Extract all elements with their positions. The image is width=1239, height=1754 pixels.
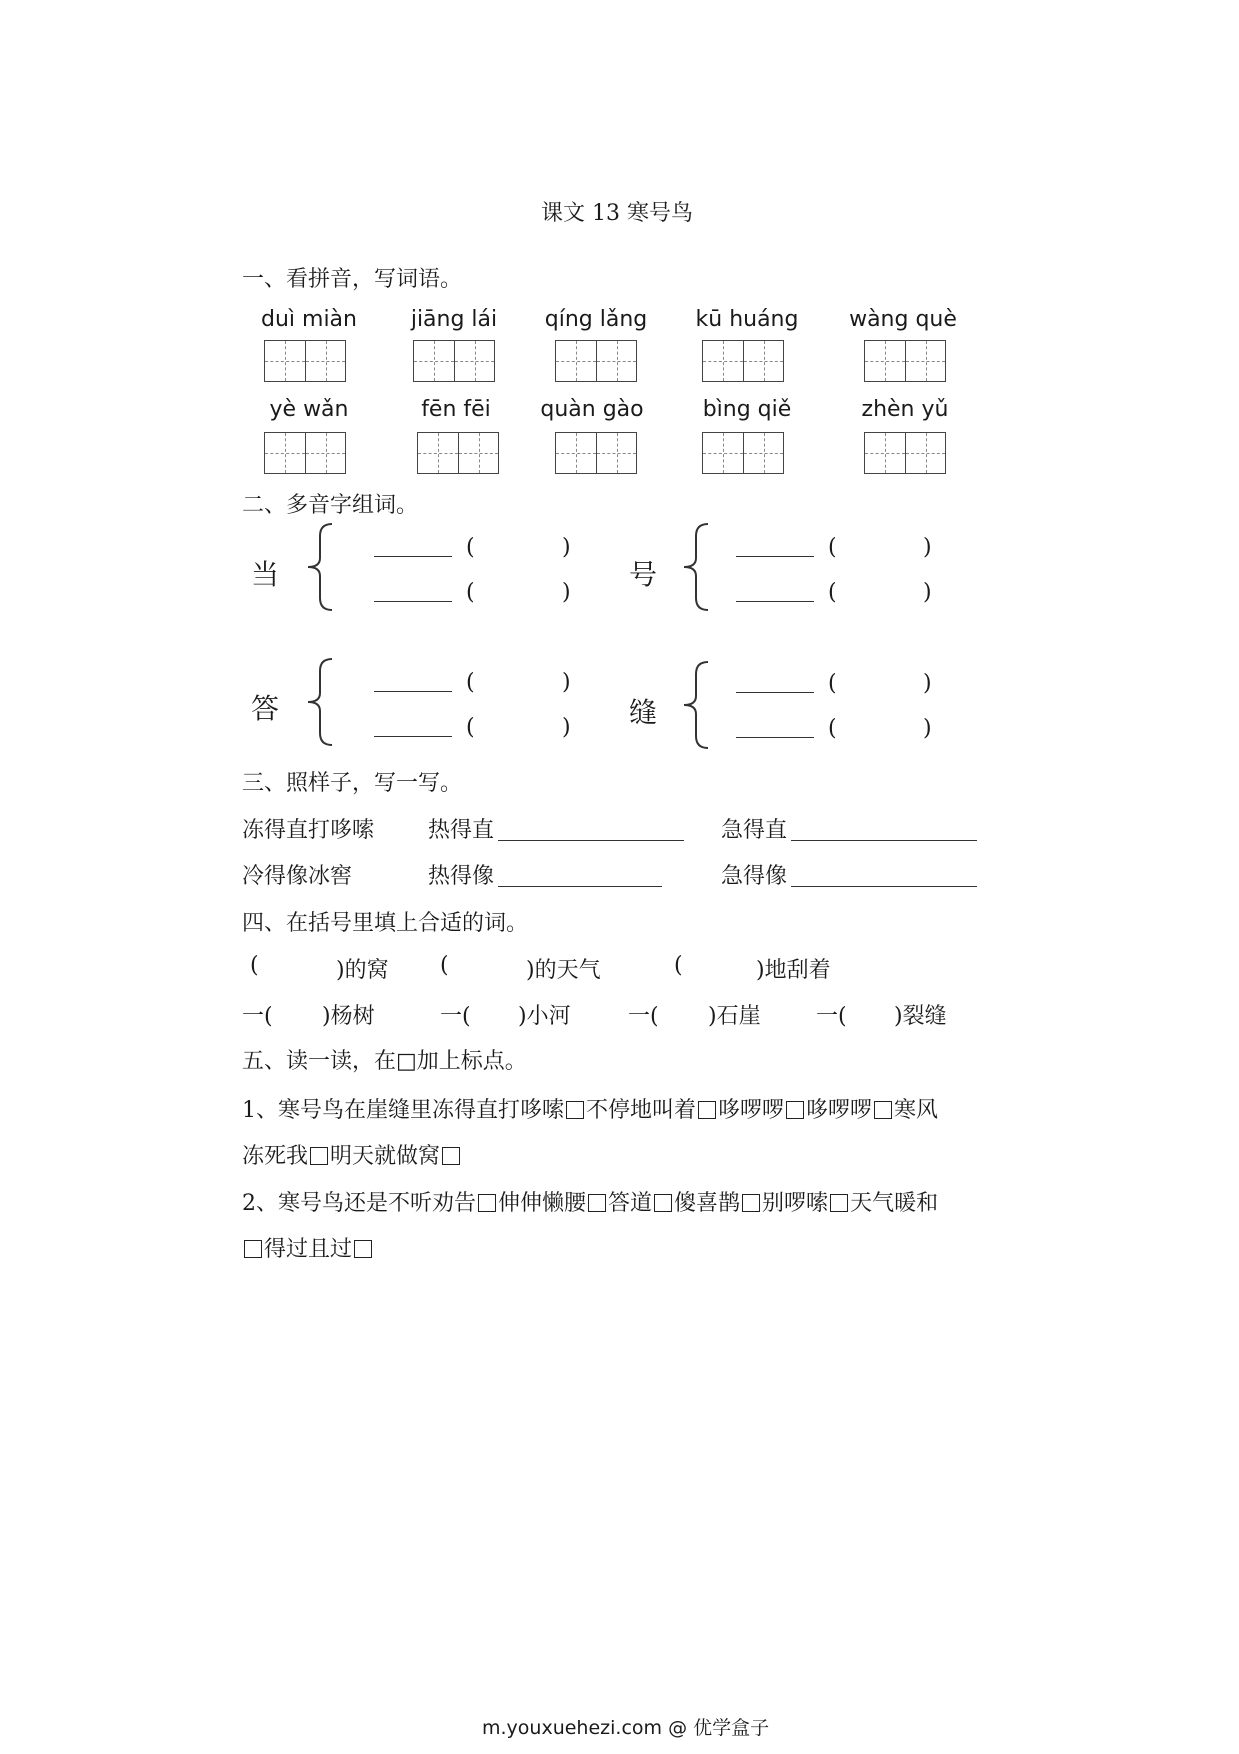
fill-item: )杨树 — [322, 1004, 375, 1029]
paren-open: ( — [828, 671, 837, 696]
passage-text: 傻喜鹊 — [674, 1191, 741, 1216]
fill-item: )裂缝 — [894, 1004, 947, 1029]
fill-paren-open: 一( — [242, 1004, 273, 1029]
passage-text: 答道 — [608, 1191, 653, 1216]
answer-line[interactable] — [374, 691, 452, 692]
punct-box[interactable] — [442, 1147, 460, 1165]
fill-item: )的窝 — [336, 958, 389, 983]
paren-open: ( — [828, 580, 837, 605]
fill-paren-open: 一( — [628, 1004, 659, 1029]
exercise-prompt: 急得像 — [721, 864, 788, 889]
pinyin-label: wàng què — [849, 307, 957, 332]
section3-heading: 三、照样子，写一写。 — [242, 771, 463, 796]
punct-box[interactable] — [874, 1101, 892, 1119]
pinyin-label: zhèn yǔ — [861, 397, 949, 422]
polyphone-char: 当 — [251, 558, 280, 591]
passage-text: 天气暖和 — [850, 1191, 939, 1216]
punct-box[interactable] — [310, 1147, 328, 1165]
pinyin-label: qíng lǎng — [544, 307, 648, 332]
passage-text: 得过且过 — [264, 1237, 353, 1262]
writing-grid[interactable] — [264, 432, 346, 474]
fill-paren-open: ( — [250, 953, 259, 978]
passage-text: 2、寒号鸟还是不听劝告 — [242, 1191, 476, 1216]
fill-paren-open: 一( — [816, 1004, 847, 1029]
paren-open: ( — [828, 535, 837, 560]
fill-item: )的天气 — [526, 958, 601, 983]
paren-open: ( — [466, 535, 475, 560]
answer-line[interactable] — [498, 840, 684, 841]
exercise-prompt: 急得直 — [721, 818, 788, 843]
answer-line[interactable] — [736, 692, 814, 693]
punct-box[interactable] — [786, 1101, 804, 1119]
answer-line[interactable] — [498, 886, 662, 887]
fill-paren-open: ( — [674, 953, 683, 978]
answer-line[interactable] — [791, 840, 977, 841]
punct-box[interactable] — [588, 1194, 606, 1212]
answer-line[interactable] — [791, 886, 977, 887]
section1-heading: 一、看拼音，写词语。 — [242, 267, 463, 292]
pinyin-label: bìng qiě — [702, 397, 792, 422]
punct-box[interactable] — [354, 1240, 372, 1258]
passage-text: 不停地叫着 — [586, 1098, 697, 1123]
passage-line — [242, 1139, 462, 1170]
answer-line[interactable] — [374, 556, 452, 557]
passage-text: 明天就做窝 — [330, 1144, 441, 1169]
passage-text: 寒风 — [894, 1098, 939, 1123]
pinyin-label: kū huáng — [695, 307, 799, 332]
answer-line[interactable] — [736, 556, 814, 557]
passage-text: 伸伸懒腰 — [498, 1191, 587, 1216]
paren-open: ( — [466, 670, 475, 695]
writing-grid[interactable] — [702, 432, 784, 474]
polyphone-char: 号 — [629, 558, 658, 591]
left-brace — [668, 522, 728, 612]
fill-paren-open: 一( — [440, 1004, 471, 1029]
punct-box[interactable] — [654, 1194, 672, 1212]
punct-box[interactable] — [742, 1194, 760, 1212]
paren-open: ( — [466, 580, 475, 605]
paren-close: ) — [923, 580, 932, 605]
paren-open: ( — [466, 715, 475, 740]
fill-paren-open: ( — [440, 953, 449, 978]
paren-close: ) — [923, 716, 932, 741]
passage-text: 哆啰啰 — [718, 1098, 785, 1123]
fill-item: )地刮着 — [756, 958, 831, 983]
passage-line — [242, 1232, 374, 1263]
page-title: 课文 13 寒号鸟 — [541, 201, 693, 226]
writing-grid[interactable] — [702, 340, 784, 382]
passage-text: 别啰嗦 — [762, 1191, 829, 1216]
fill-item: )石崖 — [708, 1004, 761, 1029]
sample-phrase: 冷得像冰窖 — [242, 864, 353, 889]
passage-text: 冻死我 — [242, 1144, 309, 1169]
answer-line[interactable] — [736, 601, 814, 602]
pinyin-label: fēn fēi — [421, 397, 491, 422]
writing-grid[interactable] — [413, 340, 495, 382]
paren-close: ) — [923, 671, 932, 696]
punct-box[interactable] — [478, 1194, 496, 1212]
writing-grid[interactable] — [555, 432, 637, 474]
writing-grid[interactable] — [264, 340, 346, 382]
paren-close: ) — [562, 670, 571, 695]
passage-text: 哆啰啰 — [806, 1098, 873, 1123]
footer-watermark: m.youxuehezi.com @ 优学盒子 — [482, 1717, 770, 1739]
passage-line — [242, 1186, 938, 1217]
writing-grid[interactable] — [417, 432, 499, 474]
answer-line[interactable] — [374, 736, 452, 737]
paren-open: ( — [828, 716, 837, 741]
pinyin-label: jiāng lái — [410, 307, 498, 332]
polyphone-char: 答 — [251, 692, 280, 725]
answer-line[interactable] — [374, 601, 452, 602]
writing-grid[interactable] — [555, 340, 637, 382]
exercise-prompt: 热得直 — [428, 818, 495, 843]
pinyin-label: yè wǎn — [269, 397, 349, 422]
left-brace — [292, 657, 352, 747]
pinyin-label: quàn gào — [540, 397, 644, 422]
punct-box[interactable] — [566, 1101, 584, 1119]
paren-close: ) — [923, 535, 932, 560]
paren-close: ) — [562, 715, 571, 740]
left-brace — [668, 660, 728, 750]
punct-box[interactable] — [830, 1194, 848, 1212]
punct-box[interactable] — [244, 1240, 262, 1258]
section2-heading: 二、多音字组词。 — [242, 493, 419, 518]
passage-text: 1、寒号鸟在崖缝里冻得直打哆嗦 — [242, 1098, 564, 1123]
sample-phrase: 冻得直打哆嗦 — [242, 818, 375, 843]
section4-heading: 四、在括号里填上合适的词。 — [242, 911, 529, 936]
passage-line — [242, 1093, 938, 1124]
section5-heading: 五、读一读，在□加上标点。 — [242, 1049, 527, 1074]
paren-close: ) — [562, 580, 571, 605]
paren-close: ) — [562, 535, 571, 560]
answer-line[interactable] — [736, 737, 814, 738]
fill-item: )小河 — [518, 1004, 571, 1029]
left-brace — [292, 522, 352, 612]
polyphone-char: 缝 — [629, 696, 658, 729]
exercise-prompt: 热得像 — [428, 864, 495, 889]
punct-box[interactable] — [698, 1101, 716, 1119]
writing-grid[interactable] — [864, 340, 946, 382]
pinyin-label: duì miàn — [261, 307, 357, 332]
writing-grid[interactable] — [864, 432, 946, 474]
